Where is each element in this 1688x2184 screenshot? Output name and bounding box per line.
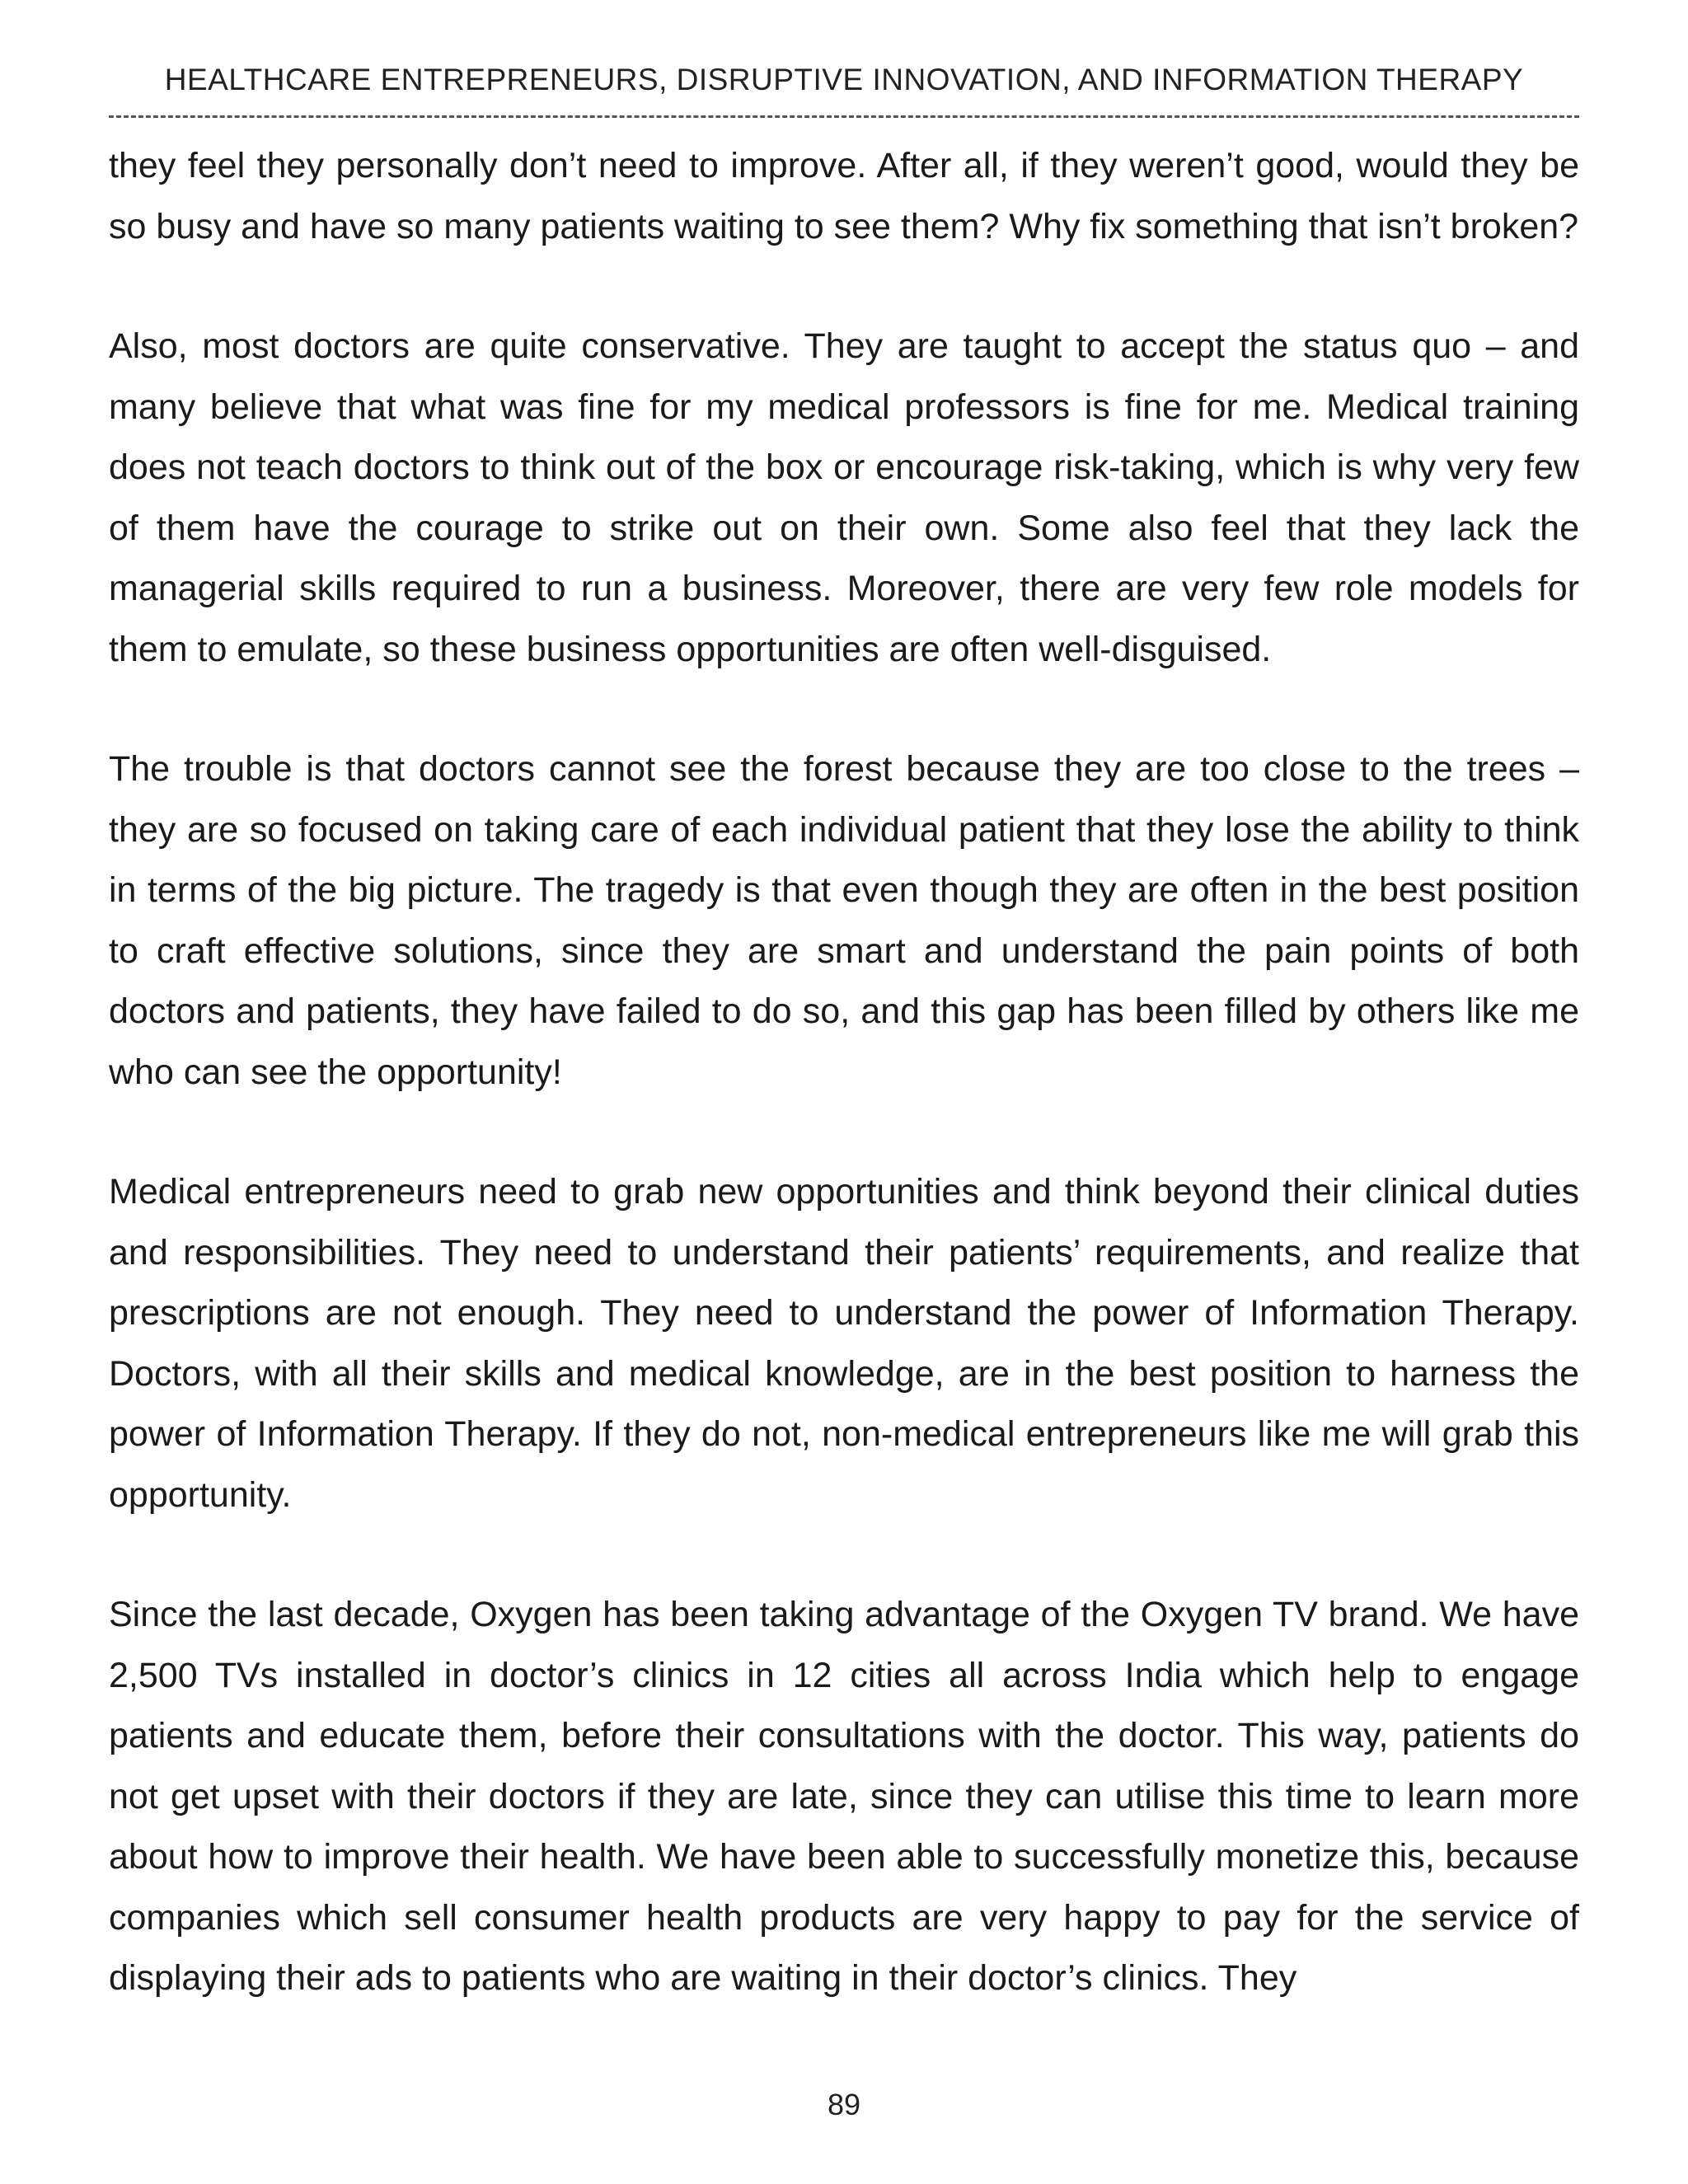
paragraph: The trouble is that doctors cannot see the forest because they are too close to the trees – they are so focused on taking care of each individual patient that they lose the ability to think in terms of the big picture. The tragedy is that even though they are often in the best position to craft effective solutions, since they are smart and understand the pain points of both doctors and patients, they have failed to do so, and this gap has been filled by others like me who can see the opportunity! [109, 749, 1579, 1092]
header-divider [109, 115, 1579, 118]
paragraph: Since the last decade, Oxygen has been taking advantage of the Oxygen TV brand. We have 2,500 TVs installed in doctor’s clinics in 12 cities all across India which help to engage patients and educate them, before their consultations with the doctor. This way, patients do not get upset with their doctors if they are late, since they can utilise this time to learn more about how to improve their health. We have been able to successfully monetize this, because companies which sell consumer health products are very happy to pay for the service of displaying their ads to patients who are waiting in their doctor’s clinics. They [109, 1595, 1579, 1998]
running-header: HEALTHCARE ENTREPRENEURS, DISRUPTIVE INNOVATION, AND INFORMATION THERAPY [164, 63, 1524, 96]
paragraph: Also, most doctors are quite conservative. They are taught to accept the status quo – and many believe that what was fine for my medical professors is fine for me. Medical training does not teach doctors to think out of the box or encourage risk-taking, which is why very few of them have the courage to strike out on their own. Some also feel that they lack the managerial skills required to run a business. Moreover, there are very few role models for them to emulate, so these business opportunities are often well-disguised. [109, 326, 1579, 669]
page-number: 89 [827, 2088, 861, 2121]
paragraph: they feel they personally don’t need to improve. After all, if they weren’t good, would they be so busy and have so many patients waiting to see them? Why fix something that isn’t broken? [109, 146, 1579, 246]
paragraph: Medical entrepreneurs need to grab new opportunities and think beyond their clinical duties and responsibilities. They need to understand their patients’ requirements, and realize that prescriptions are not enough. They need to understand the power of Information Therapy. Doctors, with all their skills and medical knowledge, are in the best position to harness the power of Information Therapy. If they do not, non-medical entrepreneurs like me will grab this opportunity. [109, 1172, 1579, 1515]
body-text [109, 136, 1579, 2009]
